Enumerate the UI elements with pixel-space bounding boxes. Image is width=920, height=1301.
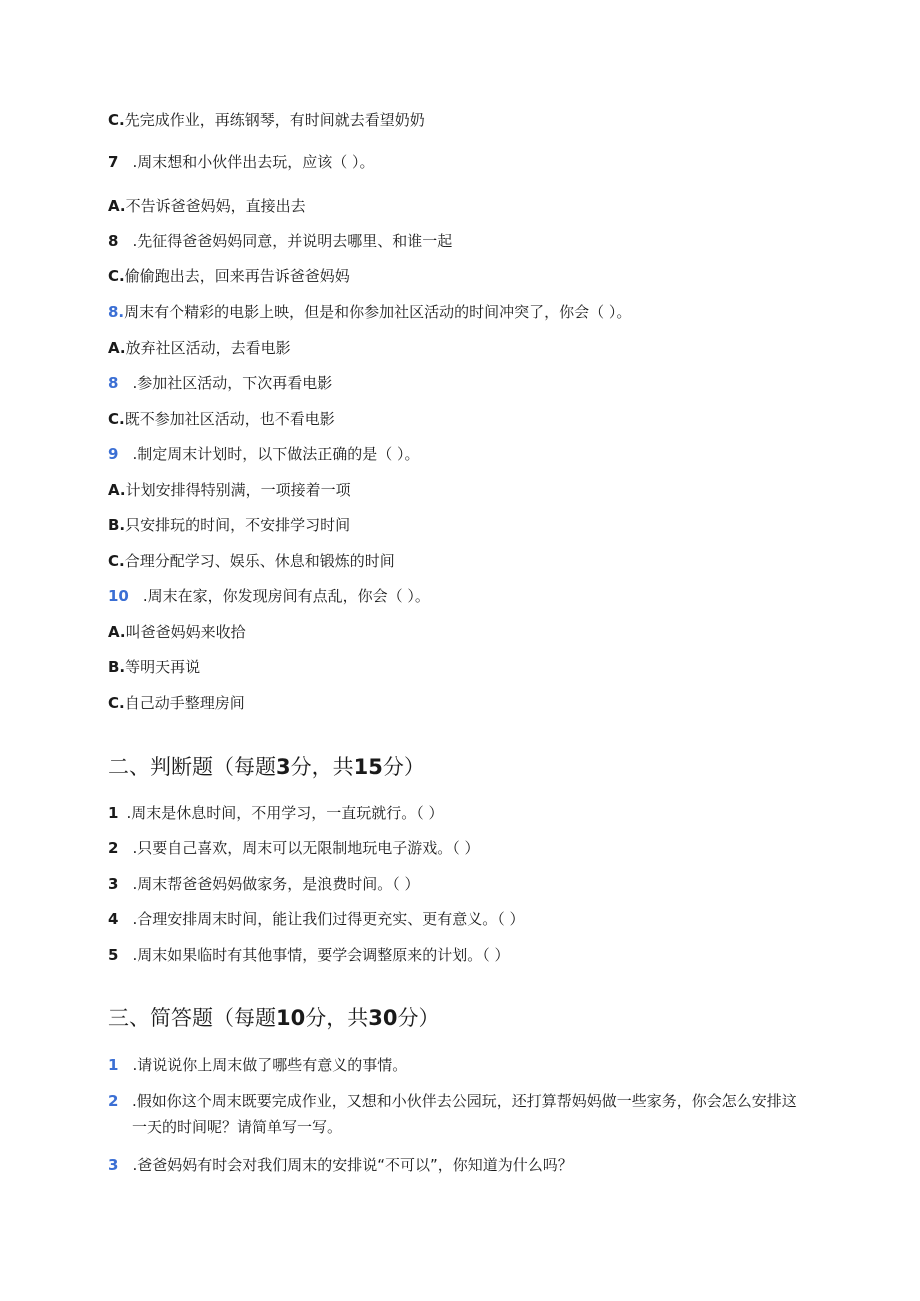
- question-number: 9: [108, 445, 119, 463]
- option-8a: [108, 338, 291, 358]
- option-letter: C.: [108, 552, 125, 570]
- item-number: 1: [108, 804, 119, 822]
- question-8: [108, 302, 631, 322]
- item-text: .周末如果临时有其他事情，要学会调整原来的计划。（ ）: [132, 946, 510, 964]
- heading-number: 10: [276, 1006, 306, 1030]
- item-text: .假如你这个周末既要完成作业，又想和小伙伴去公园玩，还打算帮妈妈做一些家务，你会怎么安排这一天的时间呢？请简单写一写。: [132, 1092, 797, 1136]
- option-text: 放弃社区活动，去看电影: [125, 339, 291, 357]
- question-number: 7: [108, 153, 119, 171]
- question-number: 10: [108, 587, 129, 605]
- option-number: 8: [108, 232, 119, 250]
- question-text: 周末有个精彩的电影上映，但是和你参加社区活动的时间冲突了，你会（ ）。: [124, 303, 632, 321]
- heading-text: 分，共: [305, 1006, 369, 1030]
- item-text: .只要自己喜欢，周末可以无限制地玩电子游戏。（ ）: [132, 839, 480, 857]
- option-text: 合理分配学习、娱乐、休息和锻炼的时间: [124, 552, 395, 570]
- option-number: 8: [108, 374, 119, 392]
- item-text: .周末是休息时间，不用学习，一直玩就行。（ ）: [126, 804, 444, 822]
- section-heading-true-false: [108, 753, 425, 781]
- option-10c: [108, 693, 245, 713]
- question-text: .制定周末计划时，以下做法正确的是（ ）。: [132, 445, 420, 463]
- judge-item-3: [108, 874, 419, 894]
- short-answer-1: [108, 1055, 407, 1075]
- question-text: .周末在家，你发现房间有点乱，你会（ ）。: [142, 587, 430, 605]
- heading-text: 分）: [382, 755, 425, 779]
- judge-item-4: [108, 909, 524, 929]
- heading-text: 二、判断题（每题: [108, 755, 276, 779]
- item-number: 2: [108, 839, 119, 857]
- option-letter: C.: [108, 694, 125, 712]
- option-10a: [108, 622, 246, 642]
- option-text: 叫爸爸妈妈来收拾: [125, 623, 246, 641]
- option-letter: A.: [108, 623, 126, 641]
- option-text: 自己动手整理房间: [124, 694, 245, 712]
- question-text: .周末想和小伙伴出去玩，应该（ ）。: [132, 153, 375, 171]
- option-9a: [108, 480, 351, 500]
- item-number: 4: [108, 910, 119, 928]
- option-letter: C.: [108, 410, 125, 428]
- item-text: .请说说你上周末做了哪些有意义的事情。: [132, 1056, 408, 1074]
- heading-number: 30: [368, 1006, 398, 1030]
- option-text: .参加社区活动，下次再看电影: [132, 374, 333, 392]
- question-10: [108, 586, 430, 606]
- question-7: [108, 152, 374, 172]
- option-letter: A.: [108, 339, 126, 357]
- option-text: .先征得爸爸妈妈同意，并说明去哪里、和谁一起: [132, 232, 453, 250]
- heading-text: 分，共: [290, 755, 354, 779]
- short-answer-2: [108, 1088, 808, 1140]
- item-number: 1: [108, 1056, 119, 1074]
- option-text: 先完成作业，再练钢琴，有时间就去看望奶奶: [124, 111, 425, 129]
- short-answer-3: [108, 1155, 573, 1175]
- option-text: 等明天再说: [125, 658, 201, 676]
- option-text: 既不参加社区活动，也不看电影: [124, 410, 335, 428]
- option-6c: [108, 110, 425, 130]
- option-letter: B.: [108, 658, 126, 676]
- option-text: 不告诉爸爸妈妈，直接出去: [125, 197, 306, 215]
- option-letter: C.: [108, 111, 125, 129]
- judge-item-1: [108, 803, 443, 823]
- item-number: 2: [108, 1092, 119, 1110]
- option-7a: [108, 196, 306, 216]
- item-text: .合理安排周末时间，能让我们过得更充实、更有意义。（ ）: [132, 910, 525, 928]
- option-7c: [108, 266, 350, 286]
- heading-text: 三、简答题（每题: [108, 1006, 276, 1030]
- option-letter: B.: [108, 516, 126, 534]
- option-9b: [108, 515, 350, 535]
- question-number: 8.: [108, 303, 125, 321]
- judge-item-2: [108, 838, 479, 858]
- option-text: 计划安排得特别满，一项接着一项: [125, 481, 351, 499]
- option-letter: C.: [108, 267, 125, 285]
- option-9c: [108, 551, 395, 571]
- heading-number: 3: [276, 755, 291, 779]
- heading-number: 15: [353, 755, 383, 779]
- item-text: .周末帮爸爸妈妈做家务，是浪费时间。（ ）: [132, 875, 420, 893]
- option-7b: [108, 231, 452, 251]
- item-number: 3: [108, 875, 119, 893]
- option-letter: A.: [108, 197, 126, 215]
- section-heading-short-answer: [108, 1004, 439, 1032]
- option-letter: A.: [108, 481, 126, 499]
- item-number: 3: [108, 1156, 119, 1174]
- option-10b: [108, 657, 200, 677]
- option-8b: [108, 373, 332, 393]
- heading-text: 分）: [397, 1006, 440, 1030]
- judge-item-5: [108, 945, 509, 965]
- question-9: [108, 444, 419, 464]
- item-text: .爸爸妈妈有时会对我们周末的安排说“不可以”，你知道为什么吗？: [132, 1156, 573, 1174]
- option-text: 偷偷跑出去，回来再告诉爸爸妈妈: [124, 267, 350, 285]
- option-text: 只安排玩的时间，不安排学习时间: [125, 516, 351, 534]
- item-number: 5: [108, 946, 119, 964]
- option-8c: [108, 409, 335, 429]
